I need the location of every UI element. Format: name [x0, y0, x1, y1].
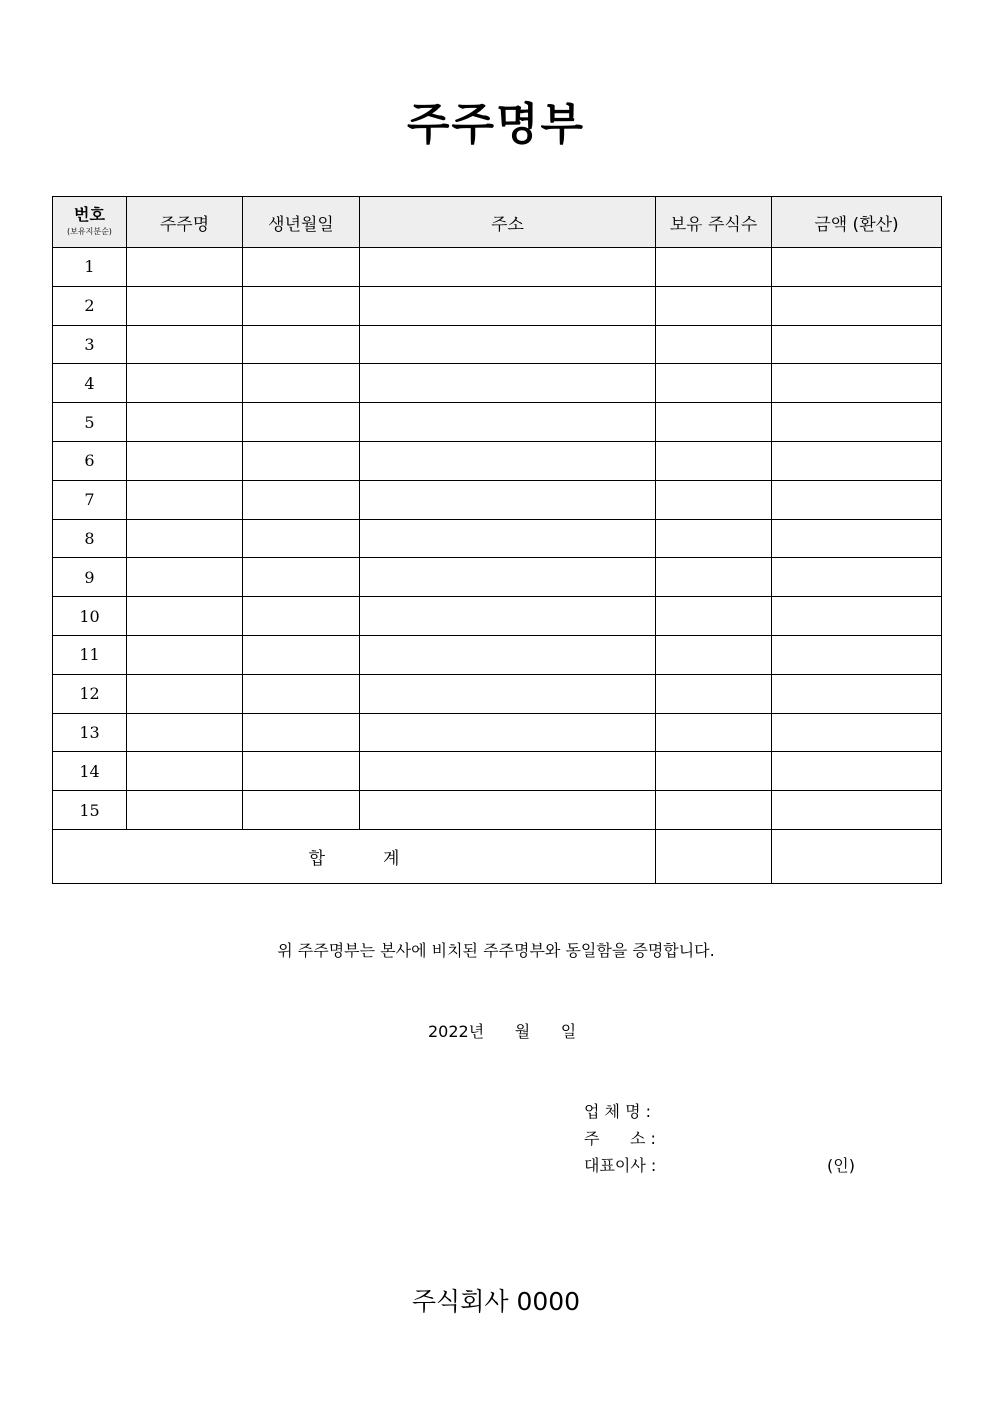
- cell-address: [360, 674, 656, 713]
- cell-address: [360, 441, 656, 480]
- address-label: 주 소 :: [584, 1129, 656, 1148]
- cell-address: [360, 325, 656, 364]
- date-year: 2022년: [428, 1022, 485, 1041]
- cell-birth-date: [243, 791, 360, 830]
- cell-shareholder-name: [127, 286, 243, 325]
- date-line: [428, 1019, 576, 1042]
- cell-amount: [772, 519, 942, 558]
- total-shares-cell: [656, 829, 772, 883]
- cell-shareholder-name: [127, 364, 243, 403]
- cell-shares-held: [656, 364, 772, 403]
- certification-text: 위 주주명부는 본사에 비치된 주주명부와 동일함을 증명합니다.: [277, 941, 715, 960]
- cell-address: [360, 286, 656, 325]
- cell-address: [360, 519, 656, 558]
- table-row: [53, 713, 942, 752]
- cell-shareholder-name: [127, 403, 243, 442]
- header-address: 주소: [360, 197, 656, 248]
- cell-birth-date: [243, 674, 360, 713]
- cell-birth-date: [243, 325, 360, 364]
- total-amount-cell: [772, 829, 942, 883]
- cell-address: [360, 558, 656, 597]
- cell-amount: [772, 248, 942, 287]
- ceo-label: 대표이사 :: [584, 1156, 657, 1175]
- cell-birth-date: [243, 286, 360, 325]
- cell-birth-date: [243, 519, 360, 558]
- table-row: [53, 674, 942, 713]
- row-number: 3: [53, 325, 127, 364]
- cell-address: [360, 597, 656, 636]
- cell-address: [360, 635, 656, 674]
- company-name-label: 업 체 명 :: [584, 1102, 652, 1121]
- cell-address: [360, 791, 656, 830]
- cell-shares-held: [656, 713, 772, 752]
- cell-amount: [772, 558, 942, 597]
- cell-shareholder-name: [127, 674, 243, 713]
- total-label-part2: 계: [383, 848, 400, 869]
- cell-amount: [772, 441, 942, 480]
- cell-shareholder-name: [127, 519, 243, 558]
- cell-birth-date: [243, 635, 360, 674]
- cell-shareholder-name: [127, 791, 243, 830]
- cell-shares-held: [656, 325, 772, 364]
- table-row: [53, 364, 942, 403]
- table-row: [53, 635, 942, 674]
- cell-birth-date: [243, 480, 360, 519]
- header-number-label: 번호: [74, 205, 105, 224]
- cell-amount: [772, 286, 942, 325]
- shareholder-register-table: [52, 196, 942, 884]
- cell-birth-date: [243, 441, 360, 480]
- table-row: [53, 403, 942, 442]
- date-day: 일: [560, 1022, 577, 1041]
- cell-birth-date: [243, 248, 360, 287]
- cell-amount: [772, 791, 942, 830]
- seal-mark: (인): [827, 1156, 855, 1175]
- cell-shares-held: [656, 674, 772, 713]
- footer-company-name: 주식회사 0000: [411, 1287, 581, 1316]
- header-shares-held: 보유 주식수: [656, 197, 772, 248]
- cell-amount: [772, 403, 942, 442]
- row-number: 6: [53, 441, 127, 480]
- cell-shares-held: [656, 480, 772, 519]
- cell-amount: [772, 752, 942, 791]
- row-number: 1: [53, 248, 127, 287]
- header-number-sublabel: (보유지분순): [67, 227, 112, 236]
- cell-shareholder-name: [127, 597, 243, 636]
- row-number: 5: [53, 403, 127, 442]
- cell-shares-held: [656, 286, 772, 325]
- cell-address: [360, 713, 656, 752]
- row-number: 9: [53, 558, 127, 597]
- cell-birth-date: [243, 597, 360, 636]
- cell-amount: [772, 713, 942, 752]
- cell-shareholder-name: [127, 325, 243, 364]
- cell-shares-held: [656, 441, 772, 480]
- header-amount: 금액 (환산): [772, 197, 942, 248]
- table-row: [53, 519, 942, 558]
- cell-birth-date: [243, 752, 360, 791]
- row-number: 13: [53, 713, 127, 752]
- date-month: 월: [514, 1022, 531, 1041]
- cell-amount: [772, 325, 942, 364]
- cell-shares-held: [656, 791, 772, 830]
- row-number: 14: [53, 752, 127, 791]
- table-row: [53, 480, 942, 519]
- cell-birth-date: [243, 713, 360, 752]
- cell-address: [360, 364, 656, 403]
- cell-shares-held: [656, 558, 772, 597]
- header-birth-date: 생년월일: [243, 197, 360, 248]
- cell-address: [360, 403, 656, 442]
- table-row: [53, 441, 942, 480]
- cell-shares-held: [656, 597, 772, 636]
- cell-address: [360, 248, 656, 287]
- cell-shareholder-name: [127, 248, 243, 287]
- cell-shares-held: [656, 635, 772, 674]
- cell-amount: [772, 597, 942, 636]
- cell-amount: [772, 635, 942, 674]
- row-number: 2: [53, 286, 127, 325]
- table-row: [53, 597, 942, 636]
- cell-amount: [772, 480, 942, 519]
- row-number: 12: [53, 674, 127, 713]
- cell-shareholder-name: [127, 752, 243, 791]
- cell-shares-held: [656, 248, 772, 287]
- cell-shares-held: [656, 752, 772, 791]
- total-row: [53, 829, 942, 883]
- row-number: 7: [53, 480, 127, 519]
- table-row: [53, 286, 942, 325]
- cell-address: [360, 480, 656, 519]
- header-shareholder-name: 주주명: [127, 197, 243, 248]
- cell-shareholder-name: [127, 635, 243, 674]
- table-row: [53, 752, 942, 791]
- cell-amount: [772, 674, 942, 713]
- header-number: [53, 197, 127, 248]
- table-row: [53, 791, 942, 830]
- cell-birth-date: [243, 558, 360, 597]
- row-number: 11: [53, 635, 127, 674]
- row-number: 15: [53, 791, 127, 830]
- table-row: [53, 558, 942, 597]
- row-number: 4: [53, 364, 127, 403]
- total-label-part1: 합: [308, 848, 325, 869]
- total-label-cell: [53, 829, 656, 883]
- cell-shareholder-name: [127, 441, 243, 480]
- cell-shareholder-name: [127, 713, 243, 752]
- cell-amount: [772, 364, 942, 403]
- cell-shareholder-name: [127, 558, 243, 597]
- row-number: 8: [53, 519, 127, 558]
- table-row: [53, 248, 942, 287]
- table-row: [53, 325, 942, 364]
- cell-birth-date: [243, 364, 360, 403]
- cell-shares-held: [656, 403, 772, 442]
- row-number: 10: [53, 597, 127, 636]
- cell-shareholder-name: [127, 480, 243, 519]
- cell-birth-date: [243, 403, 360, 442]
- table-header-row: [53, 197, 942, 248]
- cell-shares-held: [656, 519, 772, 558]
- cell-address: [360, 752, 656, 791]
- page-title: 주주명부: [406, 99, 585, 150]
